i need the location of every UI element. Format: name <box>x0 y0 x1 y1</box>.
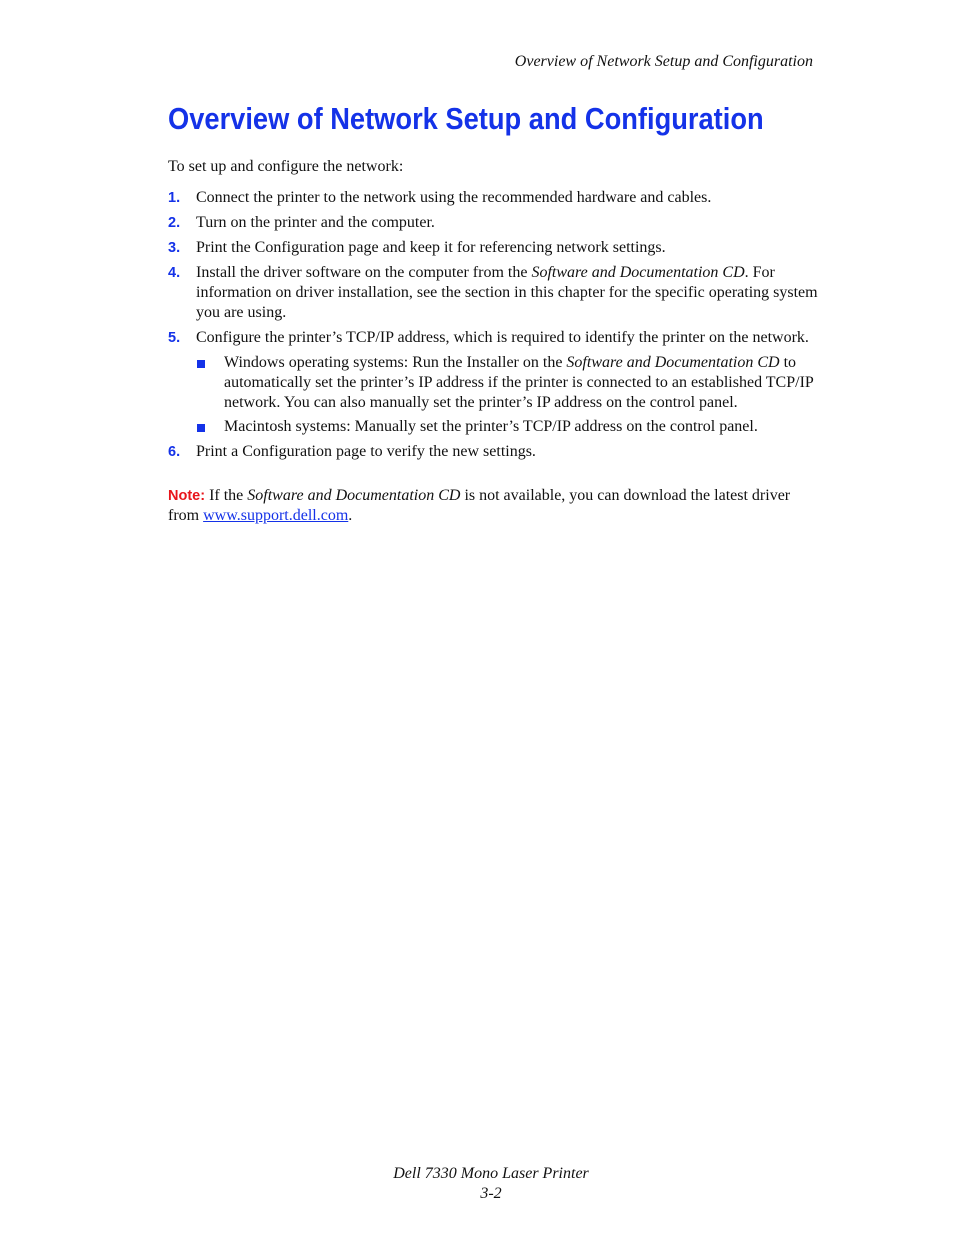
sub-bullet-list <box>196 353 818 437</box>
note-text-end: . <box>348 507 353 524</box>
step-5 <box>168 328 818 437</box>
page-footer <box>0 1164 954 1204</box>
step-4 <box>168 263 818 323</box>
step-1 <box>168 188 818 208</box>
step-number: 4. <box>168 265 181 281</box>
step-3 <box>168 238 818 258</box>
note-text: If the <box>205 487 248 504</box>
step-text: Configure the printer’s TCP/IP address, which is required to identify the printer on the network. <box>196 329 809 346</box>
bullet-text-continued: to automatically set the printer’s IP address if the printer is connected to an established TCP/IP network. You can also manually set the printer’s IP address on the control panel. <box>224 354 814 411</box>
cd-title: Software and Documentation CD <box>247 487 461 504</box>
step-number: 5. <box>168 330 181 346</box>
bullet-text: Windows operating systems: Run the Installer on the <box>224 354 567 371</box>
step-text-continued: . For information on driver installation, see the section in this chapter for the specific operating system you are using. <box>196 264 818 321</box>
cd-title: Software and Documentation CD <box>566 354 780 371</box>
steps-list <box>168 188 818 462</box>
step-6 <box>168 442 818 462</box>
bullet-windows <box>196 353 818 413</box>
support-link[interactable]: www.support.dell.com <box>203 507 349 524</box>
square-bullet-icon <box>197 360 205 368</box>
step-number: 2. <box>168 215 181 231</box>
bullet-text: Macintosh systems: Manually set the printer’s TCP/IP address on the control panel. <box>224 418 758 435</box>
step-text: Connect the printer to the network using the recommended hardware and cables. <box>196 189 712 206</box>
cd-title: Software and Documentation CD <box>531 264 745 281</box>
footer-page-number: 3-2 <box>480 1185 502 1202</box>
step-number: 3. <box>168 240 181 256</box>
running-header: Overview of Network Setup and Configuration <box>514 53 813 70</box>
square-bullet-icon <box>197 424 205 432</box>
page-title: Overview of Network Setup and Configuration <box>168 101 764 136</box>
bullet-macintosh <box>196 417 818 437</box>
footer-product: Dell 7330 Mono Laser Printer <box>393 1165 589 1182</box>
note-label: Note: <box>168 488 206 504</box>
step-text: Install the driver software on the computer from the <box>196 264 532 281</box>
intro-text: To set up and configure the network: <box>168 158 404 175</box>
step-2 <box>168 213 818 233</box>
note-paragraph <box>168 486 818 526</box>
document-body <box>168 157 818 542</box>
note-text-continued: is not available, you can download the latest driver from <box>168 487 791 524</box>
step-text: Print a Configuration page to verify the new settings. <box>196 443 536 460</box>
step-text: Turn on the printer and the computer. <box>196 214 435 231</box>
step-number: 6. <box>168 444 181 460</box>
step-text: Print the Configuration page and keep it for referencing network settings. <box>196 239 666 256</box>
step-number: 1. <box>168 190 181 206</box>
